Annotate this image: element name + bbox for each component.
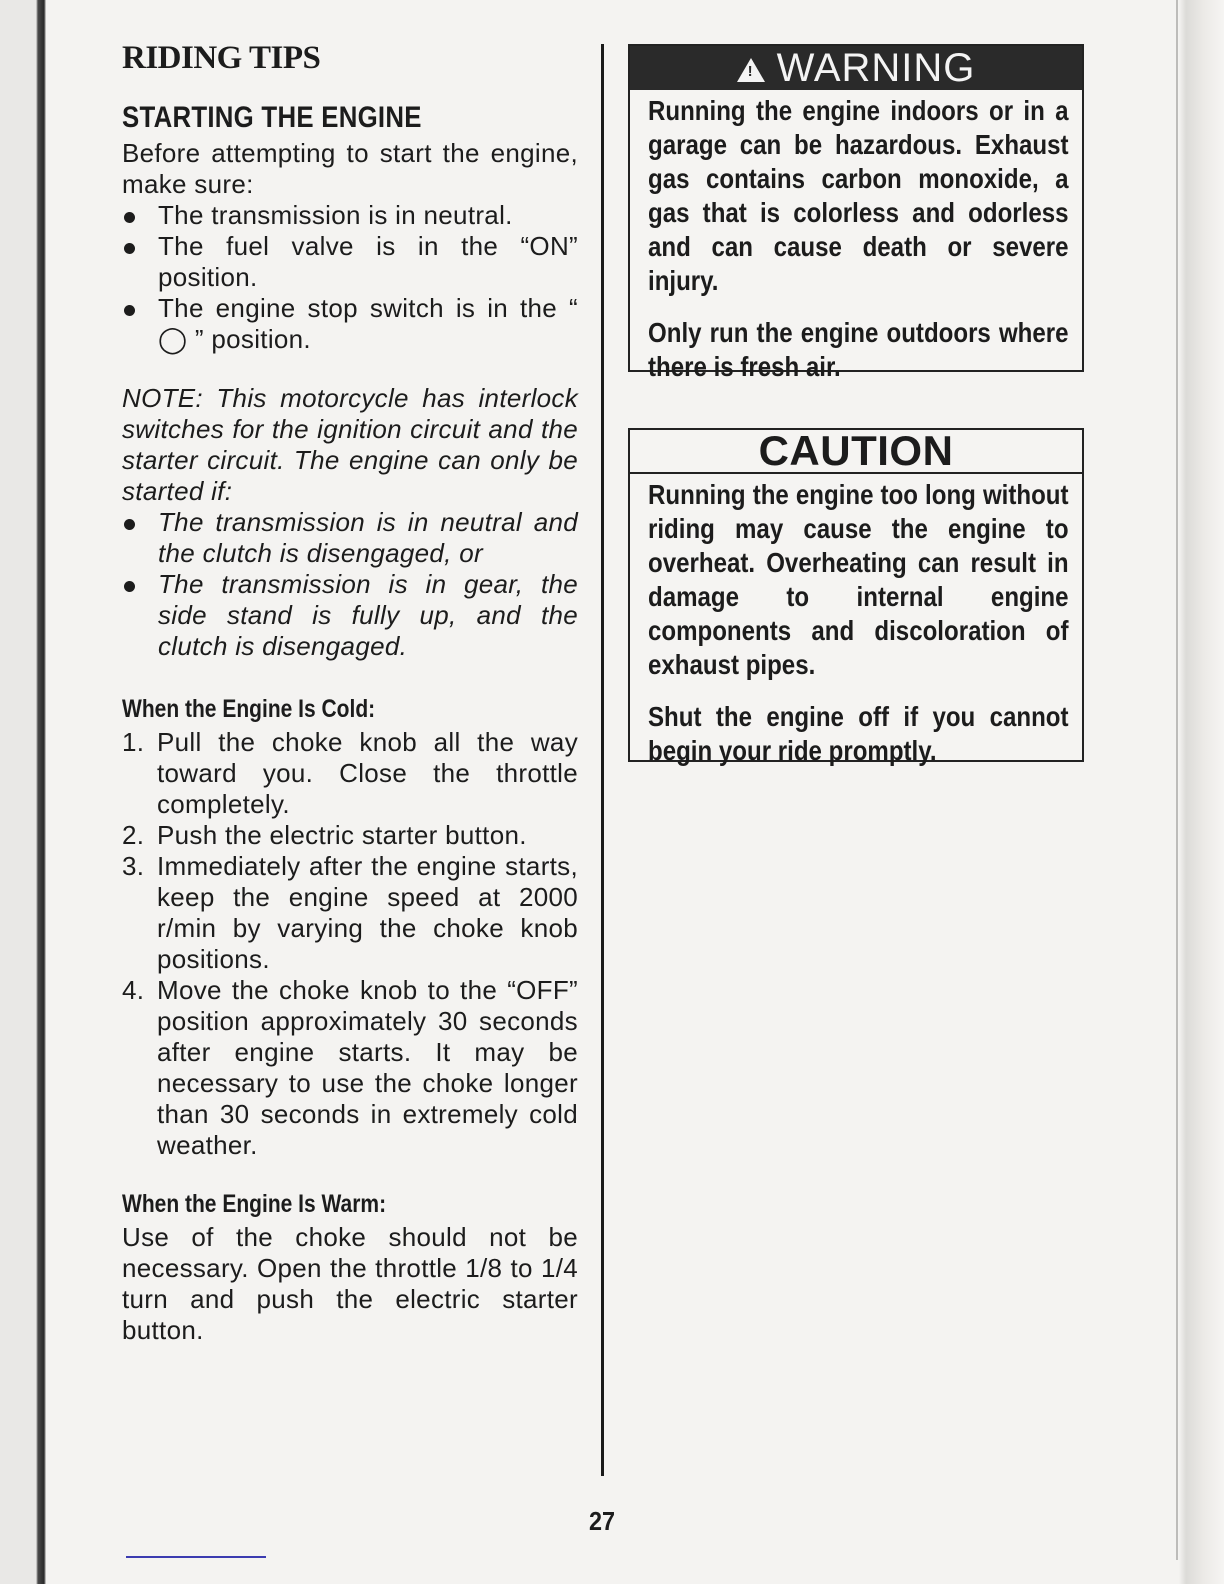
- cold-engine-heading: When the Engine Is Cold:: [122, 695, 376, 723]
- bullet-icon: [124, 212, 135, 223]
- caution-text: Running the engine too long without riding may cause the engine to overheat. Overheating can result in damage to internal engine components and discoloration of exhaust pipes.: [648, 479, 1069, 680]
- intro-text: Before attempting to start the engine, make sure:: [122, 138, 578, 199]
- bullet-icon: [124, 519, 135, 530]
- list-item: 3. Immediately after the engine starts, keep the engine speed at 2000 r/min by varying the choke knob positions.: [122, 851, 578, 974]
- page-number: 27: [588, 1506, 616, 1536]
- caution-box: [628, 427, 1084, 766]
- section-title: STARTING THE ENGINE: [122, 101, 422, 134]
- note-text: NOTE: This motorcycle has interlock switches for the ignition circuit and the starter circuit. The engine can only be started if:: [122, 383, 578, 506]
- prestart-checklist: [122, 200, 578, 355]
- warning-label: WARNING: [776, 45, 976, 90]
- bullet-icon: [124, 581, 135, 592]
- page-heading: RIDING TIPS: [122, 40, 321, 76]
- page-edge-line: [1176, 0, 1178, 1560]
- warm-engine-heading: When the Engine Is Warm:: [122, 1190, 387, 1218]
- list-item: The transmission is in neutral.: [122, 200, 578, 231]
- caution-advice: Shut the engine off if you cannot begin your ride promptly.: [648, 701, 1069, 766]
- bullet-icon: [124, 243, 135, 254]
- bullet-icon: [124, 305, 135, 316]
- list-item: 4. Move the choke knob to the “OFF” position approximately 30 seconds after engine starts. It may be necessary to use the choke longer than 30 seconds in extremely cold weather.: [122, 975, 578, 1160]
- left-column: [122, 38, 578, 1346]
- warning-header: [630, 46, 1082, 90]
- list-item: 1. Pull the choke knob all the way toward you. Close the throttle completely.: [122, 727, 578, 819]
- column-divider: [601, 44, 604, 1476]
- warning-advice: Only run the engine outdoors where there is fresh air.: [648, 317, 1069, 382]
- caution-label: CAUTION: [630, 430, 1082, 474]
- list-item: The transmission is in neutral and the clutch is disengaged, or: [122, 507, 578, 569]
- scan-shadow-right: [1134, 0, 1224, 1584]
- footer-rule: [126, 1556, 266, 1558]
- warm-engine-text: Use of the choke should not be necessary. Open the throttle 1/8 to 1/4 turn and push the electric starter button.: [122, 1222, 578, 1345]
- scan-shadow-left: [0, 0, 46, 1584]
- interlock-conditions: [122, 507, 578, 662]
- list-item: The transmission is in gear, the side stand is fully up, and the clutch is disengaged.: [122, 569, 578, 662]
- list-item: The fuel valve is in the “ON” position.: [122, 231, 578, 293]
- list-item: The engine stop switch is in the “ ◯ ” position.: [122, 293, 578, 355]
- warning-box: [628, 44, 1084, 382]
- list-item: 2. Push the electric starter button.: [122, 820, 527, 850]
- warning-text: Running the engine indoors or in a garage can be hazardous. Exhaust gas contains carbon monoxide, a gas that is colorless and odorless and can cause death or severe injury.: [648, 95, 1069, 296]
- note-block: [122, 383, 578, 662]
- warning-triangle-icon: !: [737, 58, 765, 82]
- cold-start-steps: [122, 727, 578, 1161]
